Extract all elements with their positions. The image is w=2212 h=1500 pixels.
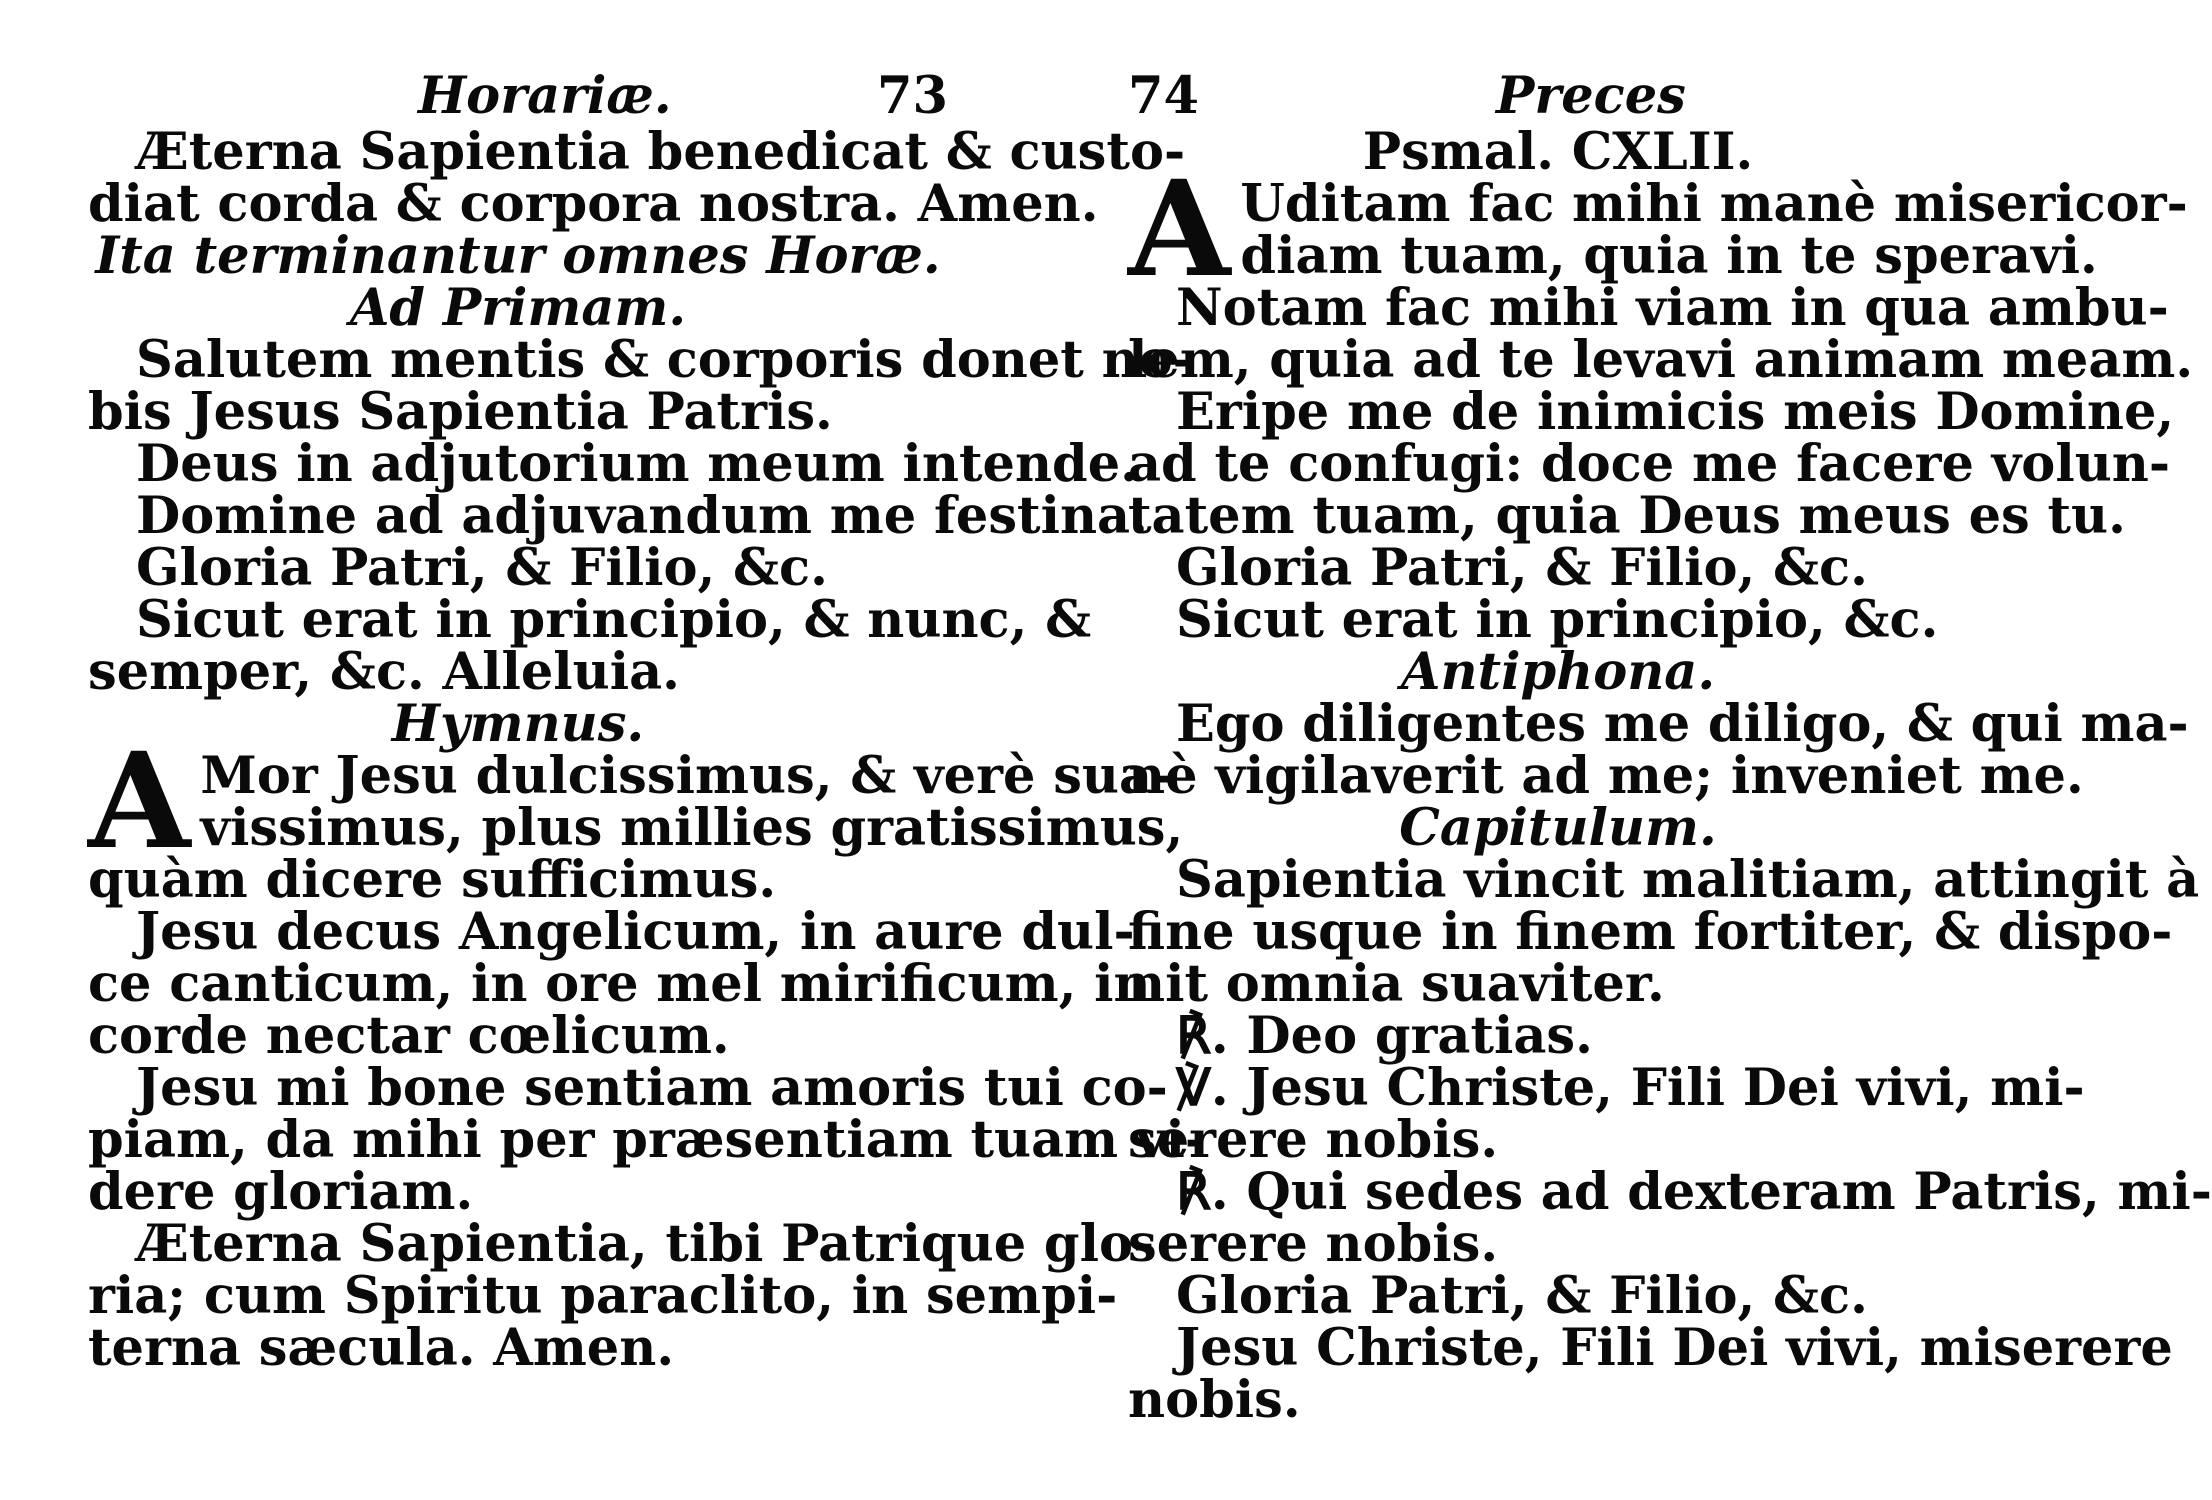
text-line: dere gloriam. (88, 1162, 474, 1222)
drop-cap: A (88, 724, 191, 879)
text-span: Jesu Christe, Fili Dei vivi, mi- (1246, 1058, 2085, 1118)
text-line: Sicut erat in principio, & nunc, & (136, 590, 1092, 650)
paragraph (1128, 1006, 1988, 1066)
paragraph (88, 1058, 1207, 1222)
text-line: Jesu Christe, Fili Dei vivi, miserere (1176, 1318, 2173, 1378)
text-line: quàm dicere sufficimus. (88, 850, 777, 910)
section-heading: Ita terminantur omnes Horæ. (95, 226, 941, 286)
text-line: terna sæcula. Amen. (88, 1318, 675, 1378)
text-line: nobis. (1128, 1370, 1301, 1430)
text-line: Eripe me de inimicis meis Domine, (1176, 382, 2175, 442)
text-line: Jesu decus Angelicum, in aure dul- (136, 902, 1135, 962)
right-page-text (1128, 122, 2212, 1430)
text-line: ad te confugi: doce me facere volun- (1128, 434, 2171, 494)
paragraph (1128, 382, 2175, 546)
paragraph (88, 122, 1186, 234)
text-line: semper, &c. Alleluia. (88, 642, 680, 702)
paragraph (1128, 538, 1988, 598)
drop-cap: A (1128, 152, 1231, 307)
text-line: Æterna Sapientia benedicat & custo- (136, 122, 1186, 182)
text-line: Gloria Patri, & Filio, &c. (1176, 1266, 1868, 1326)
paragraph (1128, 278, 2194, 390)
paragraph (88, 1214, 1155, 1378)
text-span: Deo gratias. (1246, 1006, 1593, 1066)
psalm-heading: Psmal. CXLII. (1362, 122, 1754, 182)
section-heading: Ad Primam. (349, 278, 687, 338)
text-line: Gloria Patri, & Filio, &c. (136, 538, 828, 598)
text-line: piam, da mihi per præsentiam tuam vi- (88, 1110, 1207, 1170)
text-line (1128, 1162, 2212, 1222)
left-page-text (88, 122, 1207, 1378)
text-line: Deus in adjutorium meum intende. (136, 434, 1138, 494)
text-line: ce canticum, in ore mel mirificum, in (88, 954, 1151, 1014)
paragraph (1128, 1318, 2173, 1430)
text-span: Qui sedes ad dexteram Patris, mi- (1246, 1162, 2212, 1222)
paragraph (88, 590, 1092, 702)
text-line: diat corda & corpora nostra. Amen. (88, 174, 1099, 234)
text-line: vissimus, plus millies gratissimus, (200, 798, 1184, 858)
text-line: Salutem mentis & corporis donet no- (136, 330, 1194, 390)
paragraph (88, 330, 1194, 442)
paragraph (1128, 590, 1988, 650)
text-line (1128, 1006, 1988, 1066)
right-page (1128, 66, 2212, 1430)
paragraph (1128, 850, 2200, 1014)
text-line: nè vigilaverit ad me; inveniet me. (1128, 746, 2084, 806)
paragraph (88, 486, 1148, 546)
page-number: 73 (877, 66, 948, 126)
text-line: Mor Jesu dulcissimus, & verè sua- (200, 746, 1174, 806)
paragraph (1128, 1058, 2085, 1170)
text-line: Notam fac mihi viam in qua ambu- (1176, 278, 2169, 338)
left-page-header (88, 66, 948, 126)
paragraph (1128, 694, 2189, 806)
text-line: serere nobis. (1128, 1110, 1499, 1170)
paragraph (88, 538, 948, 598)
text-line: nit omnia suaviter. (1128, 954, 1665, 1014)
text-line: ria; cum Spiritu paraclito, in sempi- (88, 1266, 1118, 1326)
text-line (1128, 1058, 2085, 1118)
liturgical-mark: ℟. (1176, 1162, 1229, 1222)
text-line: Jesu mi bone sentiam amoris tui co- (136, 1058, 1168, 1118)
text-line: Domine ad adjuvandum me festina. (136, 486, 1148, 546)
right-page-header (1128, 66, 1988, 126)
running-head: Preces (1496, 66, 1686, 126)
text-line: bis Jesus Sapientia Patris. (88, 382, 833, 442)
text-line: fine usque in finem fortiter, & dispo- (1128, 902, 2173, 962)
liturgical-mark: ℟. (1176, 1006, 1229, 1066)
text-line: Ego diligentes me diligo, & qui ma- (1176, 694, 2189, 754)
text-line: Gloria Patri, & Filio, &c. (1176, 538, 1868, 598)
paragraph (1128, 1162, 2212, 1274)
section-heading: Antiphona. (1400, 642, 1716, 702)
paragraph (88, 434, 1138, 494)
text-line: corde nectar cœlicum. (88, 1006, 730, 1066)
text-line: diam tuam, quia in te speravi. (1240, 226, 2098, 286)
text-line: Uditam fac mihi manè misericor- (1240, 174, 2188, 234)
paragraph (88, 902, 1151, 1066)
section-heading: Capitulum. (1399, 798, 1717, 858)
text-line: tatem tuam, quia Deus meus es tu. (1128, 486, 2126, 546)
text-line: Sapientia vincit malitiam, attingit à (1176, 850, 2200, 910)
liturgical-mark: ℣. (1176, 1058, 1229, 1118)
page-number: 74 (1128, 66, 1199, 126)
text-line: serere nobis. (1128, 1214, 1499, 1274)
paragraph (1128, 1266, 1988, 1326)
text-line: Æterna Sapientia, tibi Patrique glo- (136, 1214, 1155, 1274)
text-line: Sicut erat in principio, &c. (1176, 590, 1939, 650)
running-head: Horariæ. (418, 66, 672, 126)
section-heading: Hymnus. (391, 694, 645, 754)
text-line: lem, quia ad te levavi animam meam. (1128, 330, 2194, 390)
